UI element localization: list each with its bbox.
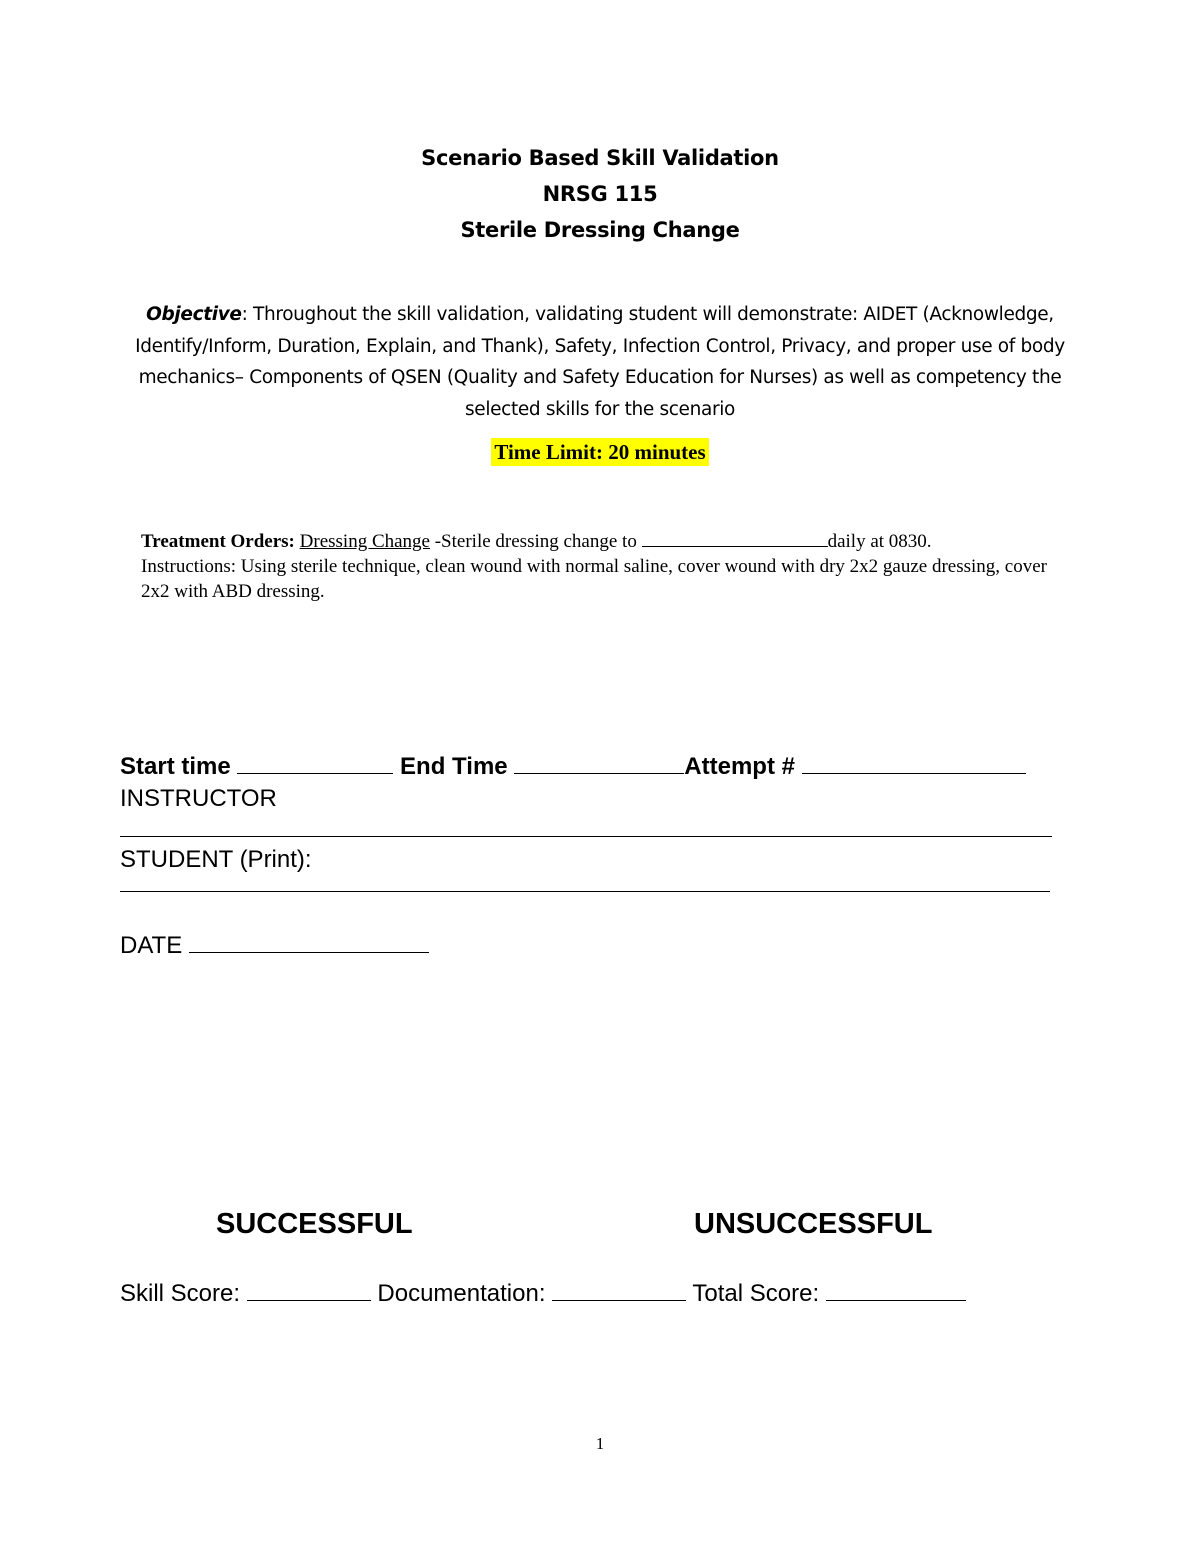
total-score-blank[interactable]	[826, 1299, 966, 1301]
document-title: Scenario Based Skill Validation	[421, 146, 779, 170]
order-text-2: daily at 0830.	[827, 531, 932, 552]
start-time-blank[interactable]	[237, 772, 393, 774]
start-time-label: Start time	[120, 753, 231, 780]
documentation-blank[interactable]	[552, 1299, 686, 1301]
skill-score-blank[interactable]	[247, 1299, 371, 1301]
instructor-label: INSTRUCTOR	[120, 785, 277, 812]
objective-paragraph	[132, 299, 1068, 425]
instructor-blank[interactable]	[120, 836, 1052, 837]
objective-text: : Throughout the skill validation, validating student will demonstrate: AIDET (Acknowledge, Identify/Inform, Duration, Explain, and Thank), Safety, Infection Control, Privacy, and proper use of body mechanics– Components of QSEN (Quality and Safety Education for Nurses) as well as competency the selected skills for the scenario	[135, 304, 1065, 420]
total-score-label: Total Score:	[692, 1280, 820, 1307]
documentation-label: Documentation:	[377, 1280, 546, 1307]
order-instructions: Instructions: Using sterile technique, clean wound with normal saline, cover wound with dry 2x2 gauze dressing, cover 2x2 with ABD dressing.	[141, 556, 1047, 602]
order-name: Dressing Change	[299, 531, 430, 552]
dressing-site-blank[interactable]	[642, 545, 828, 547]
end-time-blank[interactable]	[514, 772, 684, 774]
skill-score-label: Skill Score:	[120, 1280, 241, 1307]
unsuccessful-label: UNSUCCESSFUL	[694, 1208, 933, 1240]
page-number: 1	[595, 1434, 605, 1453]
course-code: NRSG 115	[542, 182, 658, 206]
date-blank[interactable]	[189, 951, 429, 953]
attempt-label: Attempt #	[684, 753, 795, 780]
order-text-1: -Sterile dressing change to	[429, 531, 642, 552]
time-limit	[0, 440, 1200, 465]
end-time-label: End Time	[400, 753, 508, 780]
skill-name: Sterile Dressing Change	[460, 218, 740, 242]
date-row	[120, 932, 429, 960]
objective-label: Objective	[146, 304, 242, 325]
attempt-blank[interactable]	[802, 772, 1026, 774]
student-blank[interactable]	[120, 891, 1050, 892]
time-attempt-row	[120, 753, 1026, 781]
successful-label: SUCCESSFUL	[216, 1208, 413, 1240]
treatment-orders	[141, 529, 1061, 604]
student-label: STUDENT (Print):	[120, 846, 312, 873]
scores-row	[120, 1280, 966, 1308]
treatment-orders-label: Treatment Orders:	[141, 531, 295, 552]
time-limit-highlight: Time Limit: 20 minutes	[491, 438, 708, 466]
date-label: DATE	[120, 932, 183, 959]
